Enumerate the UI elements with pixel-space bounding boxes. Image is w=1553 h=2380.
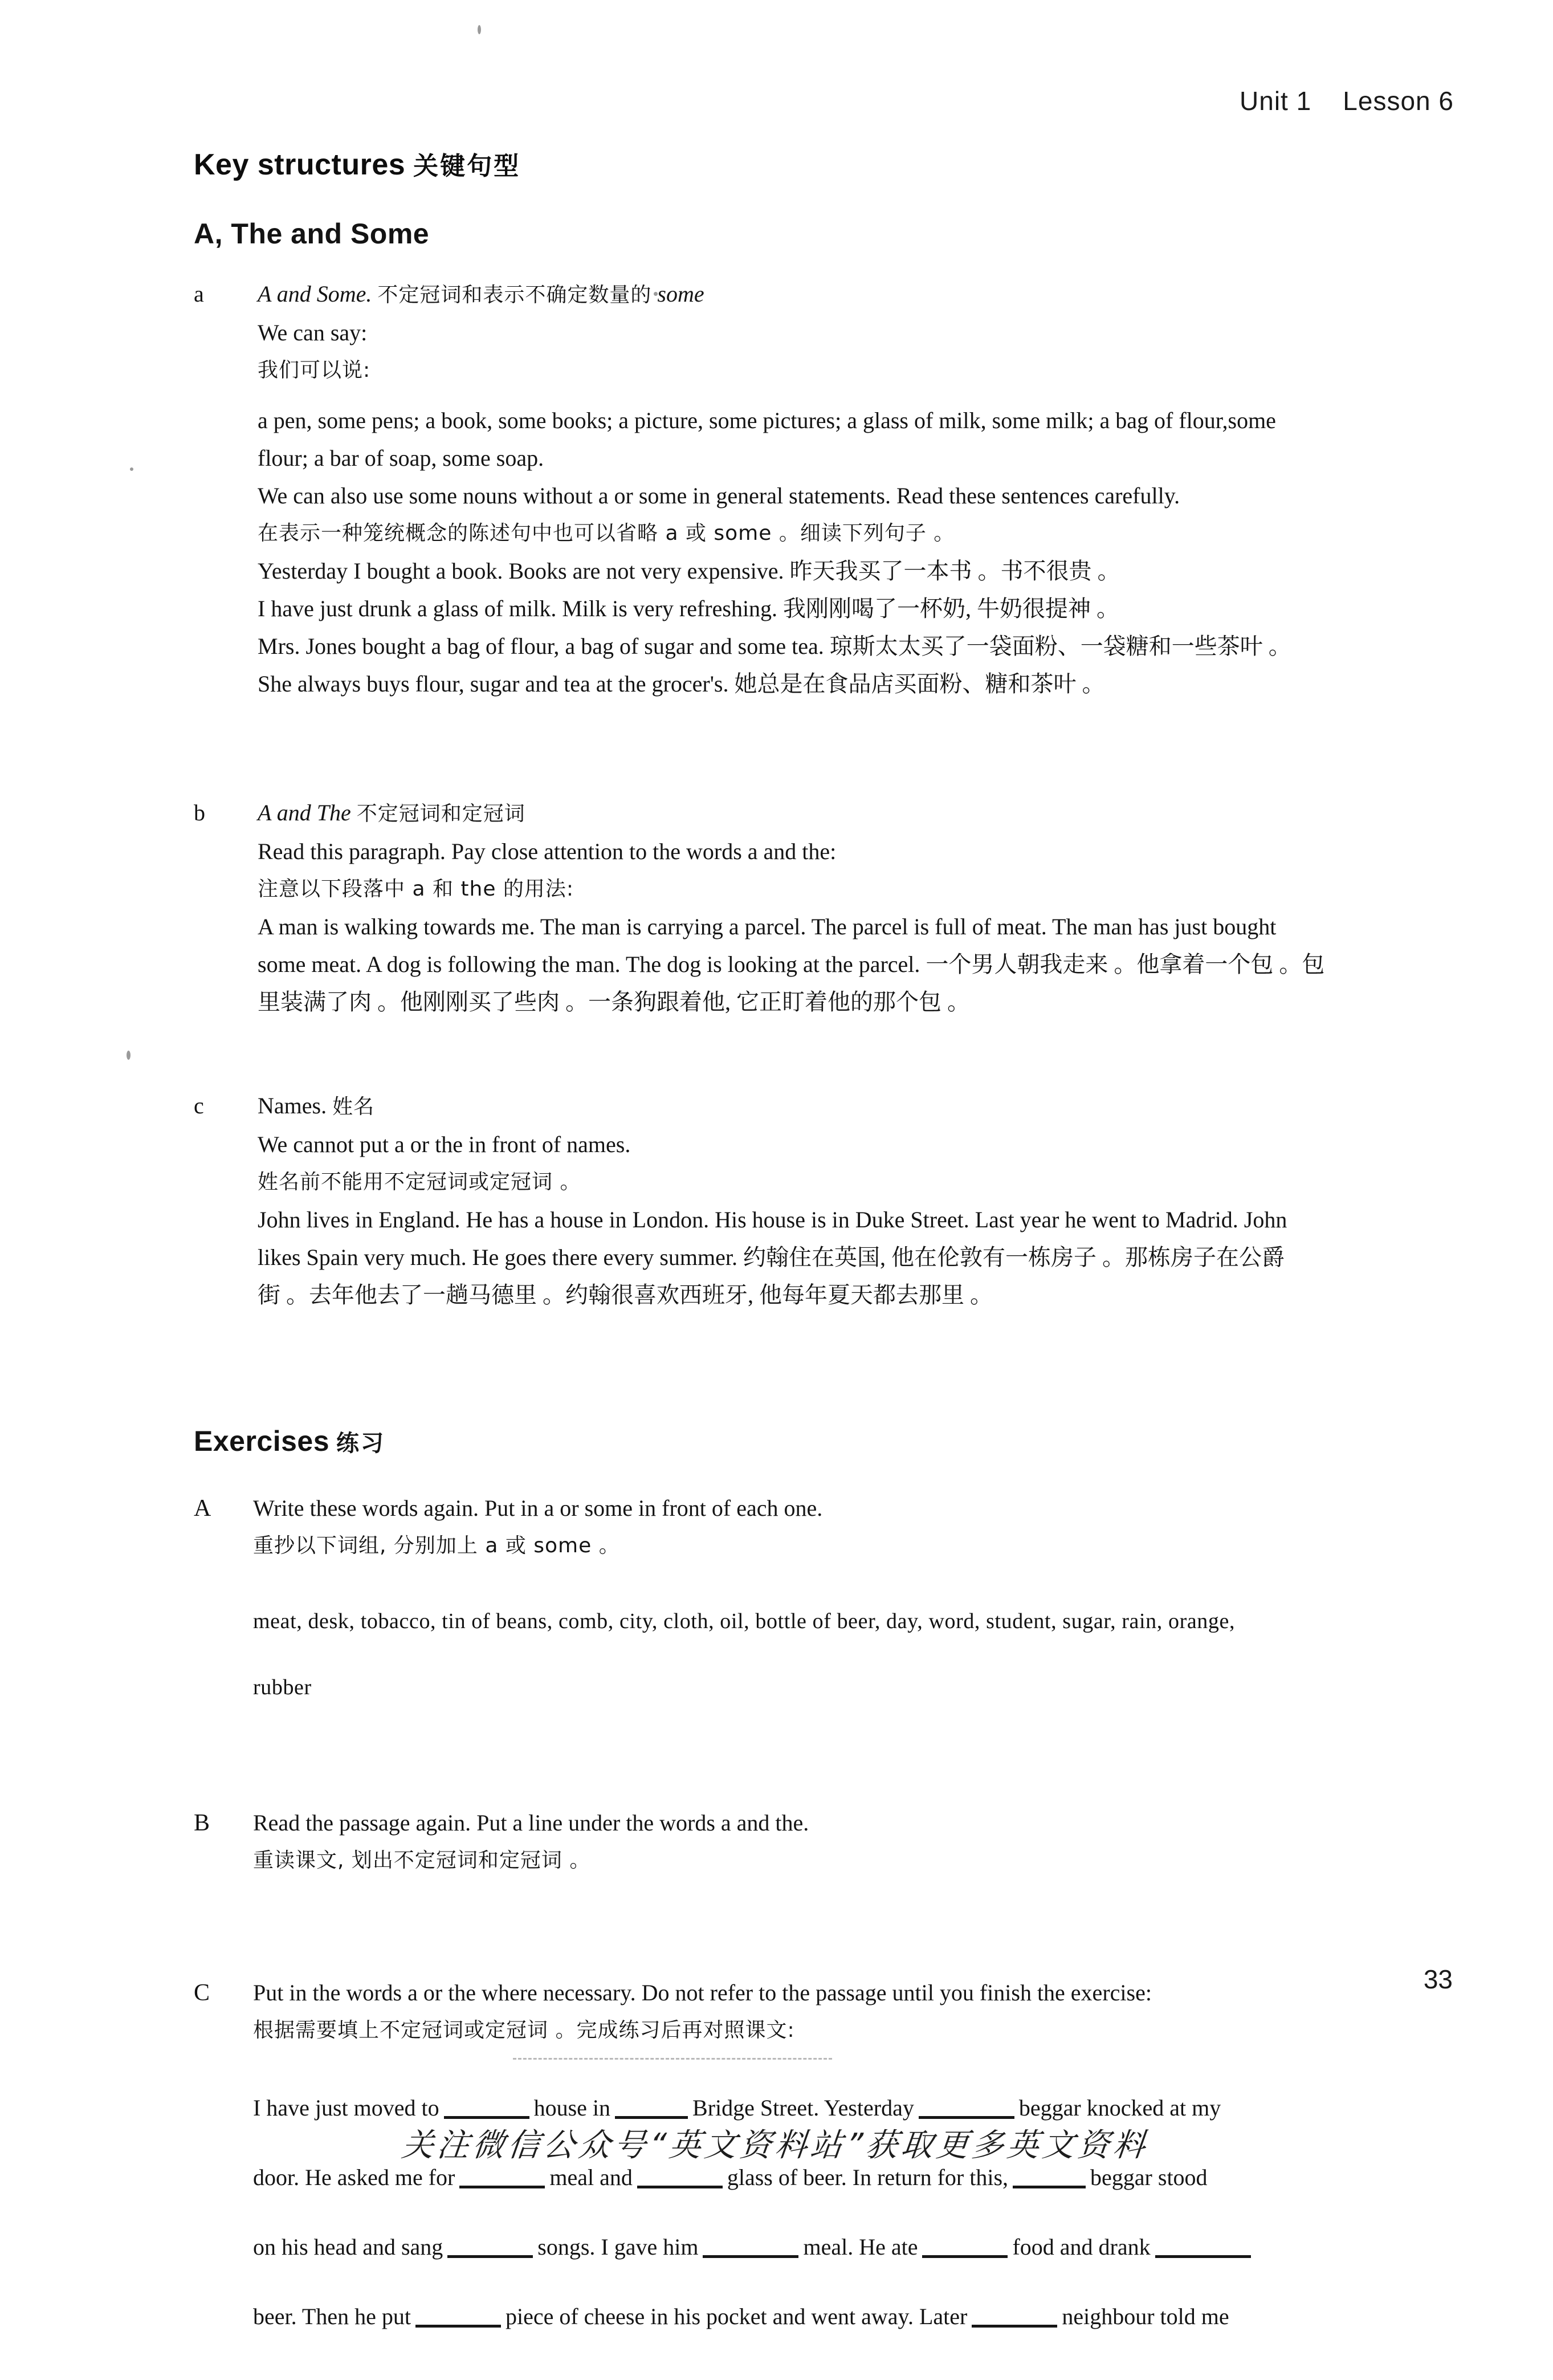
item-a-line-2: 我们可以说:: [258, 359, 371, 382]
item-a-title-en: A and Some.: [258, 281, 372, 307]
exercise-c-instruction-cn: 根据需要填上不定冠词或定冠词 。完成练习后再对照课文:: [253, 2019, 795, 2042]
cloze-blank-5[interactable]: [637, 2186, 723, 2188]
exercise-a: [194, 1490, 1470, 1710]
item-b-line-1: Read this paragraph. Pay close attention to the words a and the:: [258, 839, 837, 864]
cloze-line-1-seg-2: house in: [533, 2095, 611, 2121]
item-b-title-en: A and The: [258, 800, 351, 825]
scan-speck: [130, 467, 133, 471]
item-a-title-cn: 不定冠词和表示不确定数量的: [377, 283, 652, 307]
item-c-line-1: We cannot put a or the in front of names.: [258, 1132, 631, 1157]
scan-speck: [127, 1051, 131, 1060]
cloze-line-2-seg-1: door. He asked me for: [253, 2165, 455, 2190]
cloze-line-3-seg-3: meal. He ate: [803, 2234, 918, 2260]
key-structure-item-b: [194, 794, 1470, 1021]
exercise-a-wordlist-line-2: rubber: [253, 1675, 312, 1699]
cloze-blank-12[interactable]: [972, 2325, 1057, 2328]
cloze-line-4-seg-1: beer. Then he put: [253, 2304, 411, 2329]
exercise-marker-b: B: [194, 1810, 210, 1836]
item-b-line-3: A man is walking towards me. The man is carrying a parcel. The parcel is full of meat. The man has just bought: [258, 914, 1277, 939]
exercise-a-wordlist-line-1: meat, desk, tobacco, tin of beans, comb, city, cloth, oil, bottle of beer, day, word, student, sugar, rain, orange,: [253, 1609, 1236, 1633]
cloze-blank-3[interactable]: [919, 2116, 1014, 2119]
watermark: 关注微信公众号“英文资料站”获取更多英文资料: [400, 2127, 1151, 2164]
item-c-title: [258, 1087, 1470, 1126]
exercises-title-cn: 练习: [336, 1430, 386, 1457]
item-marker-a: a: [194, 281, 204, 307]
cloze-line-2-seg-2: meal and: [549, 2165, 633, 2190]
page-title-en: Key structures: [194, 148, 406, 181]
item-b-line-5: 里装满了肉 。他刚刚买了些肉 。一条狗跟着他, 它正盯着他的那个包 。: [258, 989, 970, 1015]
item-c-line-3: John lives in England. He has a house in London. His house is in Duke Street. Last year he went to Madrid. John: [258, 1207, 1287, 1232]
item-b-title-cn: 不定冠词和定冠词: [356, 802, 525, 825]
item-marker-c: c: [194, 1093, 204, 1118]
cloze-line-4-seg-2: piece of cheese in his pocket and went away. Later: [505, 2304, 968, 2329]
item-b-line-2: 注意以下段落中 a 和 the 的用法:: [258, 877, 574, 901]
page-title-cn: 关键句型: [413, 152, 521, 181]
exercise-c-instruction-en: Put in the words a or the where necessary. Do not refer to the passage until you finish the exercise:: [253, 1980, 1152, 2005]
item-a-line-9: Mrs. Jones bought a bag of flour, a bag of sugar and some tea. 琼斯太太买了一袋面粉、一袋糖和一些茶叶 。: [258, 633, 1291, 659]
item-marker-b: b: [194, 800, 205, 825]
scan-speck: [478, 25, 481, 34]
item-b-line-4: some meat. A dog is following the man. The dog is looking at the parcel. 一个男人朝我走来 。他拿着一个包 。包: [258, 951, 1325, 977]
exercises-title: [194, 1425, 1470, 1458]
cloze-blank-11[interactable]: [415, 2325, 501, 2328]
item-a-title-tail: some: [657, 281, 704, 307]
item-b-title: [258, 794, 1470, 833]
cloze-line-1-seg-4: beggar knocked at my: [1018, 2095, 1221, 2121]
page-number: 33: [1423, 1964, 1453, 1994]
exercise-marker-a: A: [194, 1495, 211, 1521]
scan-artifact-rule: [513, 2058, 832, 2060]
cloze-line-2-seg-4: beggar stood: [1090, 2165, 1208, 2190]
exercise-a-instruction-en: Write these words again. Put in a or some in front of each one.: [253, 1495, 823, 1521]
cloze-line-2-seg-3: glass of beer. In return for this,: [727, 2165, 1009, 2190]
section-subtitle: A, The and Some: [194, 218, 430, 250]
exercise-marker-c: C: [194, 1980, 210, 2006]
cloze-blank-1[interactable]: [444, 2116, 529, 2119]
item-c-line-4: likes Spain very much. He goes there every summer. 约翰住在英国, 他在伦敦有一栋房子 。那栋房子在公爵: [258, 1244, 1285, 1270]
page-content: [194, 145, 1470, 2380]
key-structure-item-c: [194, 1087, 1470, 1314]
cloze-blank-8[interactable]: [703, 2255, 798, 2258]
item-a-line-8: I have just drunk a glass of milk. Milk is very refreshing. 我刚刚喝了一杯奶, 牛奶很提神 。: [258, 596, 1120, 621]
item-c-line-5: 街 。去年他去了一趟马德里 。约翰很喜欢西班牙, 他每年夏天都去那里 。: [258, 1282, 993, 1308]
cloze-line-3-seg-4: food and drank: [1012, 2234, 1151, 2260]
item-a-line-3: a pen, some pens; a book, some books; a picture, some pictures; a glass of milk, some milk; a bag of flour,some: [258, 408, 1276, 433]
item-a-line-4: flour; a bar of soap, some soap.: [258, 445, 544, 471]
exercise-a-instruction-cn: 重抄以下词组, 分别加上 a 或 some 。: [253, 1534, 620, 1557]
page-title: [194, 145, 1470, 182]
cloze-blank-4[interactable]: [459, 2186, 545, 2188]
cloze-line-4-seg-3: neighbour told me: [1062, 2304, 1229, 2329]
cloze-line-3: [253, 2224, 1470, 2271]
cloze-blank-7[interactable]: [447, 2255, 533, 2258]
item-a-line-5: We can also use some nouns without a or some in general statements. Read these sentences carefully.: [258, 483, 1180, 508]
cloze-line-3-seg-2: songs. I gave him: [537, 2234, 699, 2260]
item-c-title-cn: 姓名: [332, 1095, 375, 1118]
item-a-line-10: She always buys flour, sugar and tea at the grocer's. 她总是在食品店买面粉、糖和茶叶 。: [258, 671, 1105, 697]
cloze-blank-2[interactable]: [615, 2116, 688, 2119]
cloze-blank-9[interactable]: [922, 2255, 1008, 2258]
item-a-title: [258, 275, 1470, 314]
running-head: Unit 1 Lesson 6: [1240, 86, 1454, 116]
cloze-line-1-seg-1: I have just moved to: [253, 2095, 439, 2121]
exercise-b-instruction-en: Read the passage again. Put a line under the words a and the.: [253, 1810, 809, 1836]
key-structure-item-a: [194, 275, 1470, 703]
cloze-blank-10[interactable]: [1155, 2255, 1251, 2258]
item-a-line-6: 在表示一种笼统概念的陈述句中也可以省略 a 或 some 。细读下列句子 。: [258, 522, 955, 545]
cloze-line-3-seg-1: on his head and sang: [253, 2234, 443, 2260]
item-c-line-2: 姓名前不能用不定冠词或定冠词 。: [258, 1170, 581, 1194]
cloze-blank-6[interactable]: [1013, 2186, 1086, 2188]
cloze-line-4: [253, 2293, 1470, 2340]
item-a-line-7: Yesterday I bought a book. Books are not very expensive. 昨天我买了一本书 。书不很贵 。: [258, 558, 1120, 584]
exercises-title-en: Exercises: [194, 1425, 330, 1457]
exercise-b-instruction-cn: 重读课文, 划出不定冠词和定冠词 。: [253, 1849, 591, 1872]
item-c-title-en: Names.: [258, 1093, 327, 1118]
cloze-line-1-seg-3: Bridge Street. Yesterday: [692, 2095, 914, 2121]
exercise-b: [194, 1804, 1470, 1879]
item-a-line-1: We can say:: [258, 320, 368, 345]
